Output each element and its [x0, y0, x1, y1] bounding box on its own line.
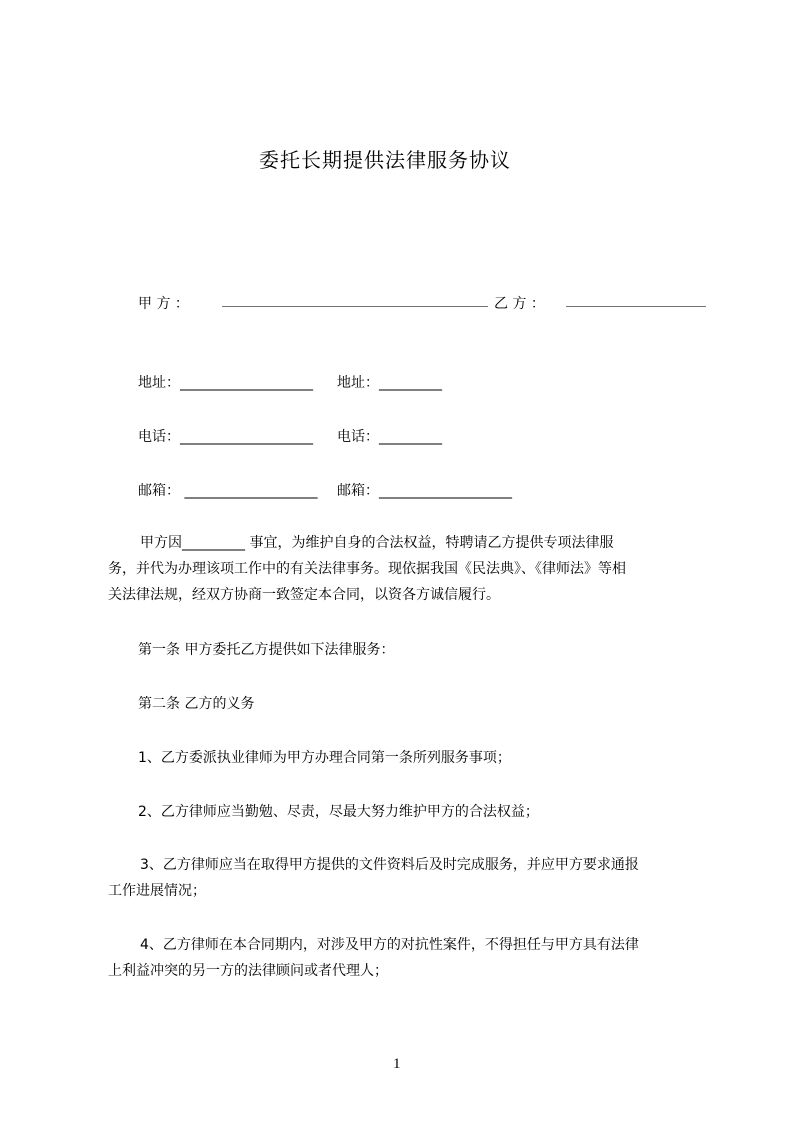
intro-line-1: 甲方因_________ 事宜，为维护自身的合法权益，特聘请乙方提供专项法律服 [140, 535, 614, 551]
party-b-address: 地址：_________ [337, 375, 442, 391]
clause-4-line-1: 4、乙方律师在本合同期内，对涉及甲方的对抗性案件，不得担任与甲方具有法律 [140, 937, 639, 953]
party-a-blank: ＿＿＿＿＿＿＿＿＿＿＿＿＿＿＿＿＿＿＿ [222, 293, 488, 309]
party-a-address: 地址：___________________ [138, 375, 313, 391]
clause-3-line-2: 工作进展情况； [108, 883, 206, 899]
intro-line-3: 关法律法规，经双方协商一致签定本合同，以资各方诚信履行。 [108, 587, 500, 603]
clause-2: 2、乙方律师应当勤勉、尽责，尽最大努力维护甲方的合法权益； [138, 804, 539, 820]
party-b-blank: ＿＿＿＿＿＿＿＿＿＿ [566, 293, 706, 309]
article-1-heading: 第一条 甲方委托乙方提供如下法律服务： [138, 642, 395, 658]
intro-line-2: 务，并代为办理该项工作中的有关法律事务。现依据我国《民法典》、《律师法》等相 [108, 561, 626, 577]
article-2-heading: 第二条 乙方的义务 [138, 696, 255, 712]
document-title: 委托长期提供法律服务协议 [259, 148, 511, 172]
clause-4-line-2: 上利益冲突的另一方的法律顾问或者代理人； [108, 963, 388, 979]
party-a-email: 邮箱： ___________________ [138, 483, 318, 499]
clause-3-line-1: 3、乙方律师应当在取得甲方提供的文件资料后及时完成服务，并应甲方要求通报 [140, 857, 639, 873]
party-b-label: 乙 方 ： [494, 296, 545, 312]
page-number: 1 [393, 1056, 401, 1072]
clause-1: 1、乙方委派执业律师为甲方办理合同第一条所列服务事项； [138, 750, 511, 766]
party-a-label: 甲 方 ： [138, 296, 189, 312]
party-b-email: 邮箱：___________________ [337, 483, 512, 499]
party-a-phone: 电话：___________________ [138, 429, 313, 445]
party-b-phone: 电话：_________ [337, 429, 442, 445]
